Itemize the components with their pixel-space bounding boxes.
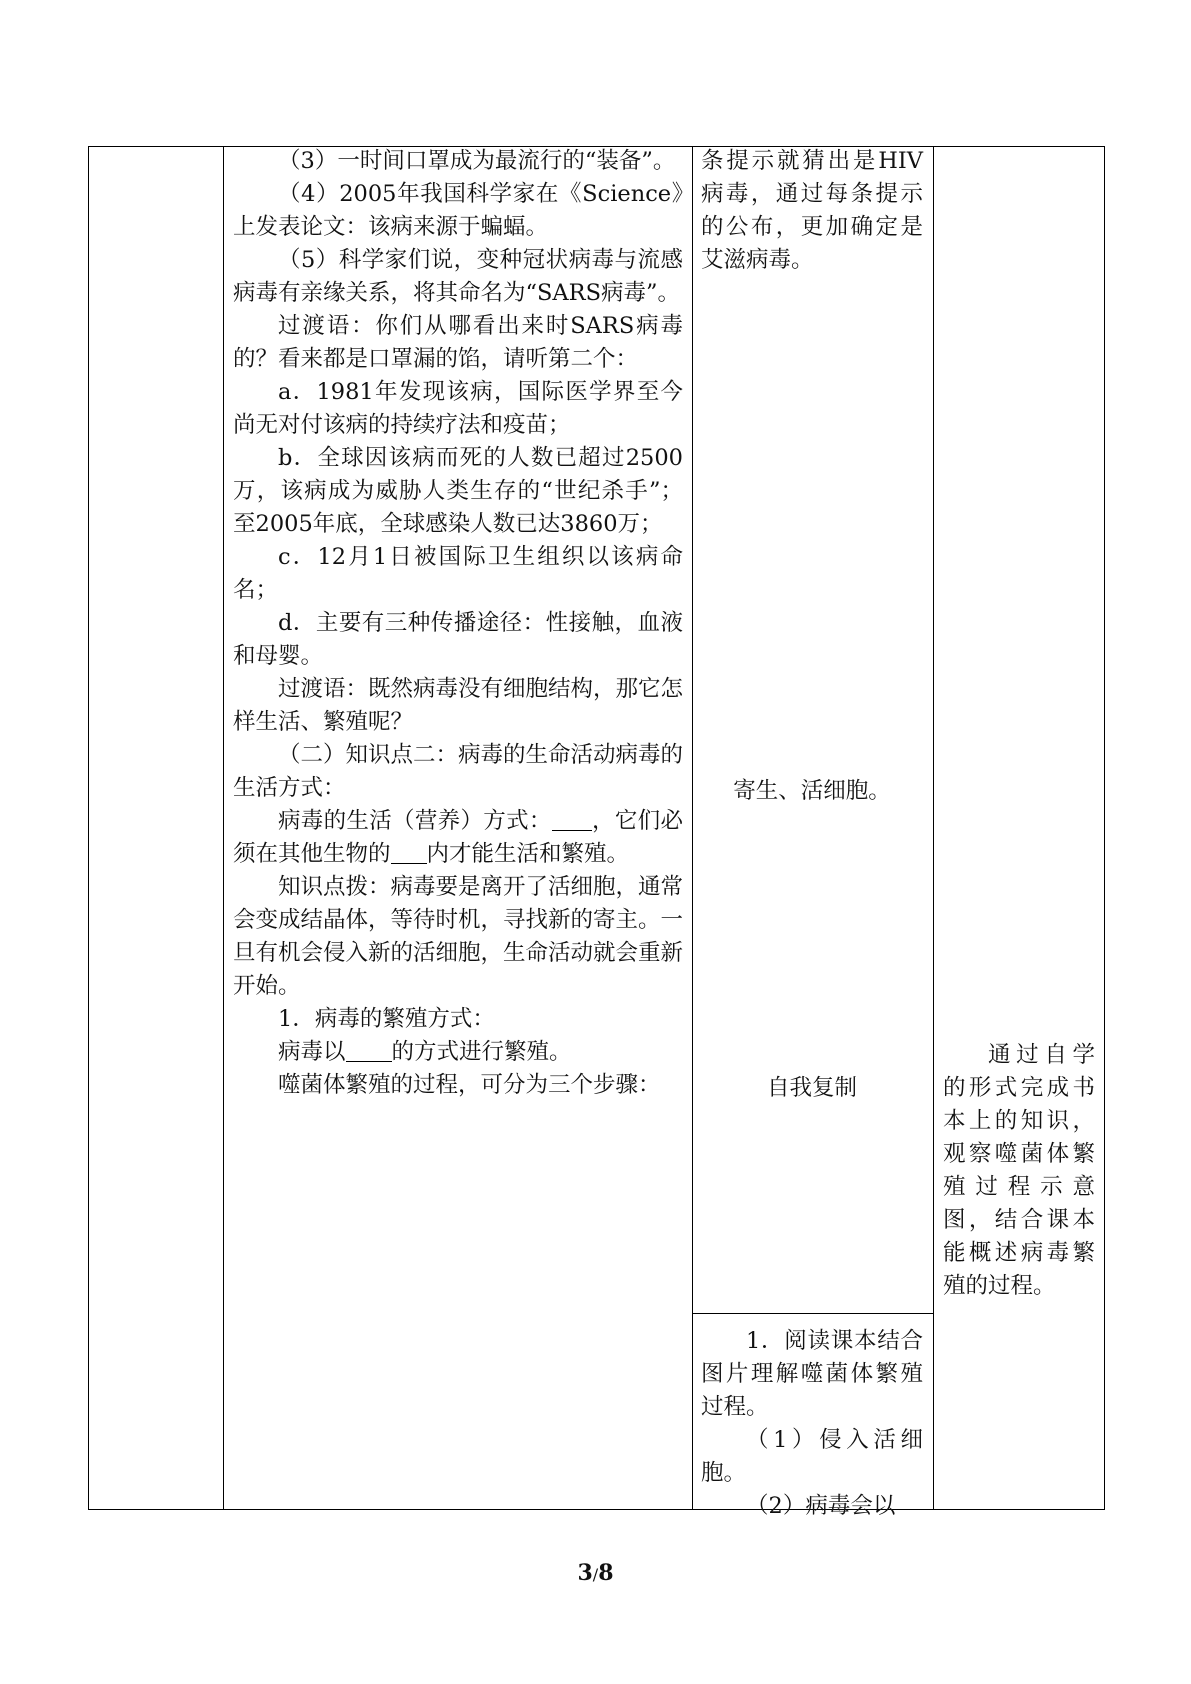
student-answer-parasitic: 寄生、活细胞。 <box>733 778 891 804</box>
paragraph-clue-a: a．1981年发现该病，国际医学界至今尚无对付该病的持续疗法和疫苗； <box>233 379 683 438</box>
design-intent-paragraph: 通过自学的形式完成书本上的知识，观察噬菌体繁殖过程示意图，结合课本能概述病毒繁殖的过程。 <box>943 1042 1095 1299</box>
paragraph-phage-steps: 噬菌体繁殖的过程，可分为三个步骤： <box>278 1072 661 1098</box>
paragraph-hint-4: （4）2005年我国科学家在《Science》上发表论文：该病来源于蝙蝠。 <box>233 181 683 240</box>
paragraph-hint-3: （3）一时间口罩成为最流行的“装备”。 <box>278 148 676 174</box>
student-activity-reading <box>701 1325 923 1523</box>
design-intent-text <box>943 1039 1095 1303</box>
activity-step-1: （1）侵入活细胞。 <box>701 1427 923 1486</box>
page-total: 8 <box>598 1560 614 1586</box>
page-current: 3 <box>577 1560 593 1586</box>
student-answer-self-replication: 自我复制 <box>766 1075 857 1101</box>
column-divider-3 <box>933 147 934 1509</box>
paragraph-clue-c: c．12月1日被国际卫生组织以该病命名； <box>233 544 683 603</box>
cell-divider <box>692 1313 933 1314</box>
paragraph-reproduction-question <box>233 1036 683 1069</box>
activity-read-textbook: 1．阅读课本结合图片理解噬菌体繁殖过程。 <box>701 1328 923 1420</box>
answer-blank-3 <box>346 1039 392 1063</box>
reproduce-text-1: 病毒以 <box>278 1039 346 1065</box>
paragraph-transition-2: 过渡语：既然病毒没有细胞结构，那它怎样生活、繁殖呢？ <box>233 676 684 735</box>
nutrition-text-3: 内才能生活和繁殖。 <box>426 841 630 867</box>
paragraph-knowledge-tip: 知识点拨：病毒要是离开了活细胞，通常会变成结晶体，等待时机，寻找新的寄主。一旦有机会侵入新的活细胞，生命活动就会重新开始。 <box>233 874 684 999</box>
lesson-plan-table <box>88 146 1105 1519</box>
answer-blank-1 <box>552 808 592 832</box>
nutrition-text-2: ，它们必须在其他生物的 <box>233 808 683 867</box>
column-divider-1 <box>223 147 224 1509</box>
paragraph-knowledge-point-2: （二）知识点二：病毒的生命活动病毒的生活方式： <box>233 742 684 801</box>
paragraph-nutrition-question <box>233 805 683 871</box>
page-number <box>0 1560 1191 1586</box>
paragraph-reproduction-heading: 1．病毒的繁殖方式： <box>278 1006 495 1032</box>
answer-blank-2 <box>391 841 427 865</box>
nutrition-text-1: 病毒的生活（营养）方式： <box>278 808 552 834</box>
paragraph-clue-d: d．主要有三种传播途径：性接触，血液和母婴。 <box>233 610 683 669</box>
column-divider-2 <box>692 147 693 1509</box>
page-separator: / <box>592 1565 599 1584</box>
paragraph-clue-b: b．全球因该病而死的人数已超过2500万，该病成为威胁人类生存的“世纪杀手”；至2005年底，全球感染人数已达3860万； <box>233 445 683 537</box>
paragraph-hint-5: （5）科学家们说，变种冠状病毒与流感病毒有亲缘关系，将其命名为“SARS病毒”。 <box>233 247 683 306</box>
reproduce-text-2: 的方式进行繁殖。 <box>391 1039 572 1065</box>
paragraph-transition-1: 过渡语：你们从哪看出来时SARS病毒的？看来都是口罩漏的馅，请听第二个： <box>233 313 683 372</box>
teaching-process-cell <box>233 145 683 1102</box>
student-activity-hiv-text: 条提示就猜出是HIV病毒，通过每条提示的公布，更加确定是艾滋病毒。 <box>701 148 923 273</box>
activity-step-2: （2）病毒会以 <box>746 1493 896 1519</box>
